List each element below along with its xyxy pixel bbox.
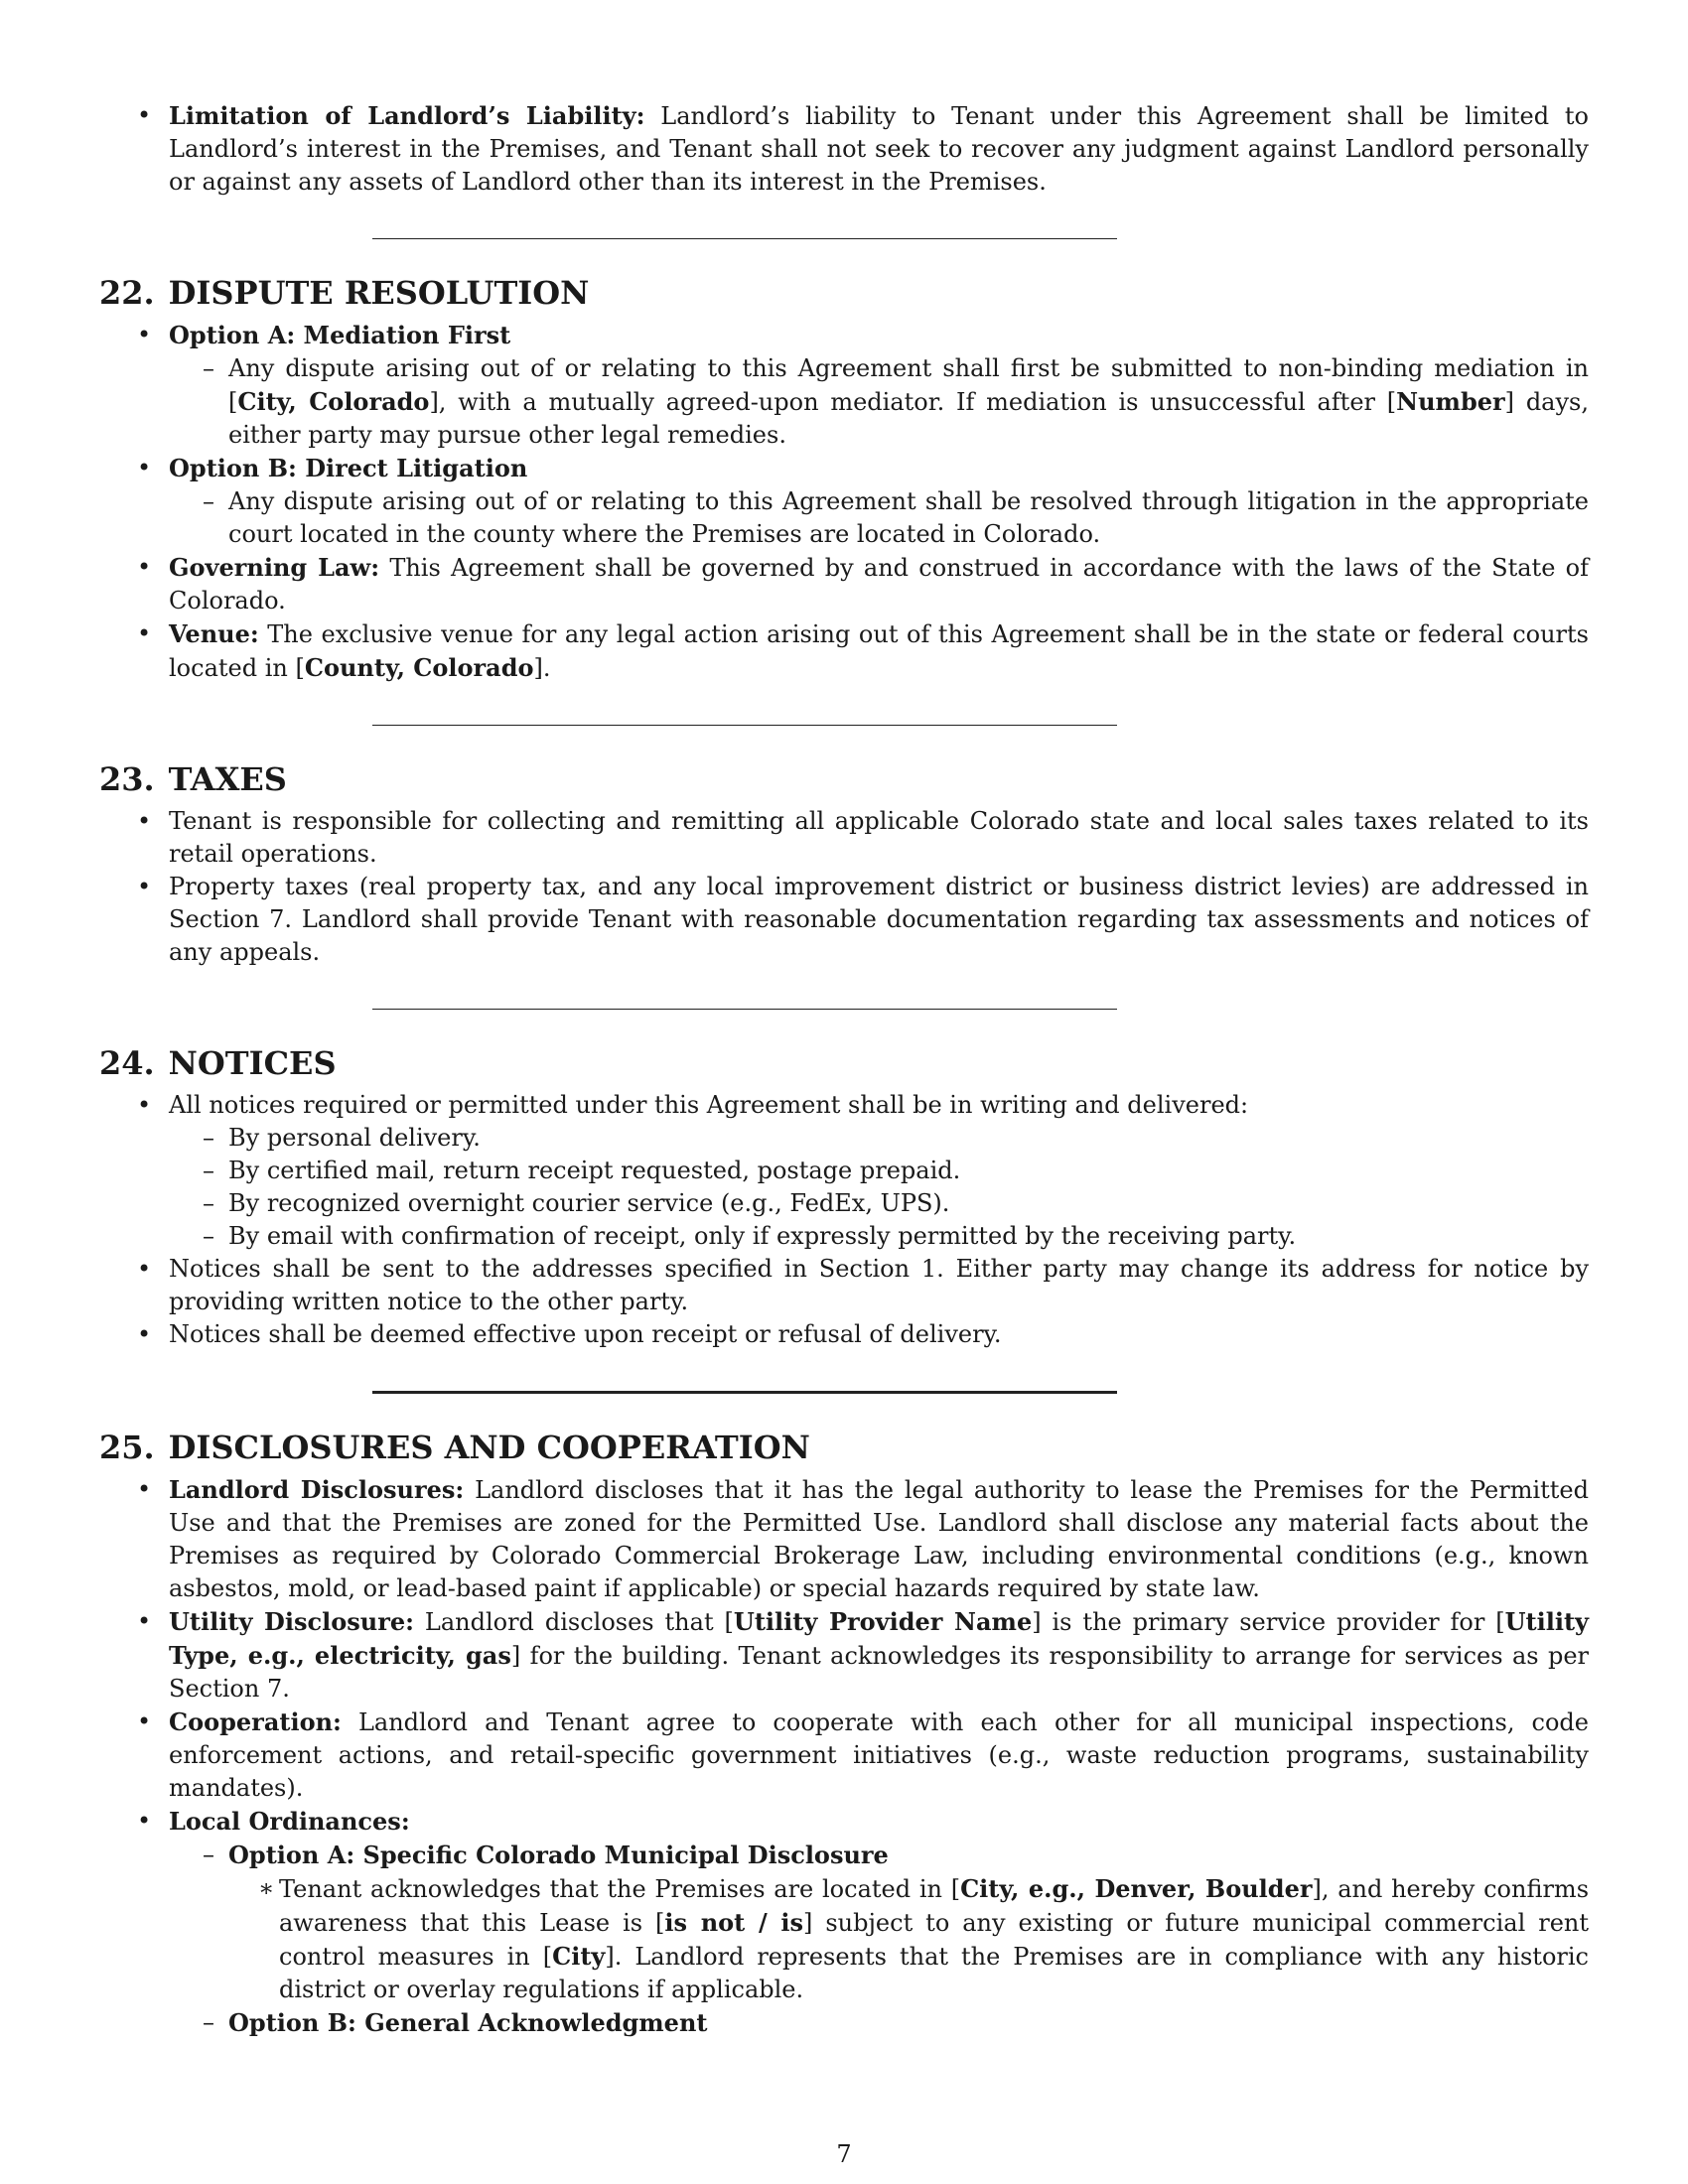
delivery-methods-list (169, 1122, 1589, 1253)
text-run: ] is the primary service provider for [ (1032, 1608, 1505, 1636)
sub-list-item (169, 2006, 1589, 2040)
page-number: 7 (836, 2140, 852, 2168)
section-number: 22. (99, 274, 155, 312)
local-ordinances-label: Local Ordinances: (169, 1807, 410, 1836)
sub-list (169, 352, 1589, 452)
text-run: ]. (533, 654, 551, 682)
governing-law-label: Governing Law: (169, 553, 380, 582)
delivery-method: – By email with confirmation of receipt, only if expressly permitted by the receiving party. (169, 1220, 1589, 1253)
list-item: • Tenant is responsible for collecting and remitting all applicable Colorado state and local sales taxes related to its retail operations. (99, 805, 1589, 871)
sub-list-item (169, 352, 1589, 452)
list-item: • Property taxes (real property tax, and any local improvement district or business district levies) are addressed in Section 7. Landlord shall provide Tenant with reasonable documentation regarding tax assessments and notices of any appeals. (99, 871, 1589, 969)
text-run: Landlord discloses that it has the legal authority to lease the Premises for the Permitted Use and that the Premises are zoned for the Permitted Use. Landlord shall disclose any material facts about the Premises as required by Colorado Commercial Brokerage Law, including environmental conditions (e.g., known asbestos, mold, or lead-based paint if applicable) or special hazards required by state law. (169, 1476, 1589, 1602)
sub-list (169, 1839, 1589, 2040)
delivery-method: – By personal delivery. (169, 1122, 1589, 1155)
section-24-heading (99, 1043, 1589, 1083)
section-22-heading (99, 273, 1589, 313)
list-item (99, 1805, 1589, 2040)
section-title: DISCLOSURES AND COOPERATION (168, 1429, 810, 1466)
limitation-label: Limitation of Landlord’s Liability: (169, 101, 645, 130)
delivery-method: – By recognized overnight courier service (e.g., FedEx, UPS). (169, 1187, 1589, 1220)
placeholder-field: City, Colorado (237, 387, 430, 416)
option-b-label: Option B: General Acknowledgment (228, 2008, 708, 2037)
list-item (99, 1473, 1589, 1605)
placeholder-field: City (552, 1942, 606, 1971)
text-run: ]. Landlord represents that the Premises are in compliance with any historic district or overlay regulations if applicable. (279, 1943, 1589, 2003)
section-25-heading (99, 1428, 1589, 1467)
text-run: ] subject to any existing or future municipal commercial rent control measures in [ (279, 1909, 1589, 1971)
section-title: TAXES (168, 760, 287, 798)
text-run: The exclusive venue for any legal action arising out of this Agreement shall be in the state or federal courts located in [ (169, 620, 1589, 682)
option-a-label: Option A: Mediation First (169, 321, 511, 349)
section-number: 25. (99, 1429, 155, 1466)
text-run: ], with a mutually agreed-upon mediator. If mediation is unsuccessful after [ (429, 388, 1397, 416)
section-23-heading (99, 759, 1589, 799)
list-item (99, 617, 1589, 685)
list-item (99, 1605, 1589, 1706)
text-run: Any dispute arising out of or relating to this Agreement shall first be submitted to non-binding mediation in [ (228, 354, 1589, 416)
section-number: 23. (99, 760, 155, 798)
document-page (99, 99, 1589, 2040)
section-divider (372, 1009, 1117, 1010)
placeholder-field: Number (1396, 387, 1505, 416)
placeholder-field: Utility Provider Name (733, 1607, 1033, 1636)
text-run: ] days, either party may pursue other legal remedies. (228, 388, 1589, 449)
limitation-list (99, 99, 1589, 199)
text-run: Landlord and Tenant agree to cooperate with each other for all municipal inspections, code enforcement actions, and retail-specific government initiatives (e.g., waste reduction programs, sustainability mandates). (169, 1708, 1589, 1802)
list-item (99, 1089, 1589, 1253)
sub-sub-list-item (228, 1872, 1589, 2006)
utility-disclosure-label: Utility Disclosure: (169, 1607, 414, 1636)
text-run: ], and hereby confirms awareness that this Lease is [ (279, 1875, 1590, 1937)
text-run: Tenant acknowledges that the Premises are located in [ (279, 1875, 961, 1903)
venue-label: Venue: (169, 619, 259, 648)
option-b-label: Option B: Direct Litigation (169, 454, 528, 482)
section-title: DISPUTE RESOLUTION (168, 274, 590, 312)
placeholder-field: County, Colorado (304, 653, 534, 682)
section-divider (372, 238, 1117, 239)
text-run: Landlord discloses that [ (413, 1608, 734, 1636)
section-23-list (99, 805, 1589, 969)
section-24-list (99, 1089, 1589, 1351)
sub-list-item (169, 1839, 1589, 2006)
list-item (99, 319, 1589, 452)
text-run: ] for the building. Tenant acknowledges its responsibility to arrange for services as per Section 7. (169, 1642, 1589, 1703)
text-run: All notices required or permitted under this Agreement shall be in writing and delivered: (169, 1091, 1249, 1119)
landlord-disclosures-label: Landlord Disclosures: (169, 1475, 465, 1504)
sub-list-item: – Any dispute arising out of or relating to this Agreement shall be resolved through litigation in the appropriate court located in the county where the Premises are located in Colorado. (169, 485, 1589, 551)
option-a-label: Option A: Specific Colorado Municipal Disclosure (228, 1841, 889, 1869)
list-item (99, 452, 1589, 551)
cooperation-label: Cooperation: (169, 1707, 342, 1736)
list-item: • Notices shall be sent to the addresses specified in Section 1. Either party may change its address for notice by providing written notice to the other party. (99, 1253, 1589, 1318)
section-25-list (99, 1473, 1589, 2040)
section-title: NOTICES (168, 1044, 337, 1082)
delivery-method: – By certified mail, return receipt requested, postage prepaid. (169, 1155, 1589, 1187)
list-item: • Notices shall be deemed effective upon receipt or refusal of delivery. (99, 1318, 1589, 1351)
sub-sub-list (228, 1872, 1589, 2006)
placeholder-field: Utility Type, e.g., electricity, gas (169, 1607, 1589, 1670)
placeholder-field: is not / is (664, 1908, 804, 1937)
text-run: This Agreement shall be governed by and construed in accordance with the laws of the State of Colorado. (169, 554, 1589, 614)
section-22-list (99, 319, 1589, 685)
section-number: 24. (99, 1044, 155, 1082)
sub-list (169, 485, 1589, 551)
section-divider (372, 1391, 1117, 1394)
limitation-item (99, 99, 1589, 199)
list-item (99, 551, 1589, 617)
limitation-text: Landlord’s liability to Tenant under this Agreement shall be limited to Landlord’s interest in the Premises, and Tenant shall not seek to recover any judgment against Landlord personally or against any assets of Landlord other than its interest in the Premises. (169, 102, 1589, 196)
placeholder-field: City, e.g., Denver, Boulder (960, 1874, 1313, 1903)
list-item (99, 1706, 1589, 1805)
section-divider (372, 725, 1117, 726)
